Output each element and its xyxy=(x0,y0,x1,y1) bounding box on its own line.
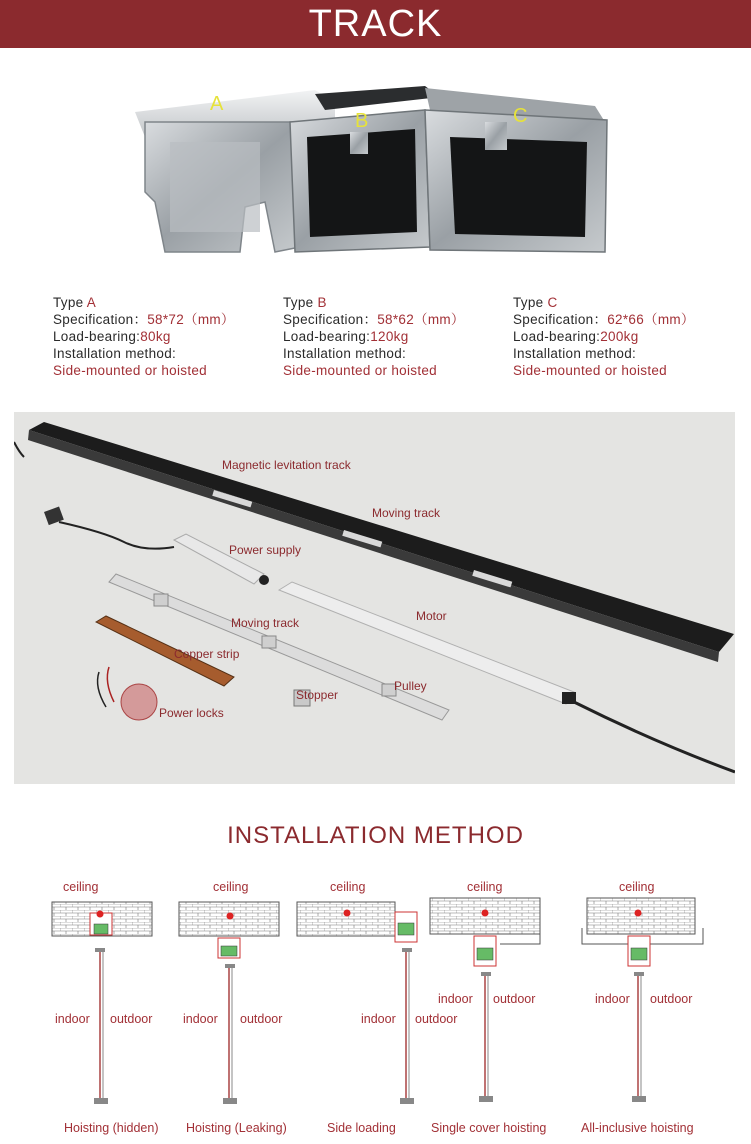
components-image xyxy=(14,412,735,784)
indoor-label-2: indoor xyxy=(183,1012,218,1026)
label-power-locks: Power locks xyxy=(159,706,224,720)
method-caption-3: Side loading xyxy=(327,1121,396,1135)
spec-value: 58*72（mm） xyxy=(147,312,235,327)
method-caption-1: Hoisting (hidden) xyxy=(64,1121,159,1135)
method-3-diagram xyxy=(297,902,417,1104)
indoor-label-1: indoor xyxy=(55,1012,90,1026)
install-label: Installation method: xyxy=(53,346,177,361)
header-banner xyxy=(0,0,751,48)
installation-methods xyxy=(0,868,751,1138)
load-label: Load-bearing: xyxy=(53,329,141,344)
outdoor-label-3: outdoor xyxy=(415,1012,458,1026)
label-moving-track-top: Moving track xyxy=(372,506,441,520)
ceiling-label-2: ceiling xyxy=(213,880,249,894)
ceiling-label-3: ceiling xyxy=(330,880,366,894)
type-label: Type xyxy=(513,295,548,310)
type-letter: A xyxy=(86,295,97,310)
outdoor-label-5: outdoor xyxy=(650,992,693,1006)
track-letter-b: B xyxy=(355,110,369,132)
method-caption-5: All-inclusive hoisting xyxy=(581,1121,694,1135)
load-label: Load-bearing: xyxy=(283,329,371,344)
indoor-label-3: indoor xyxy=(361,1012,396,1026)
ceiling-label-4: ceiling xyxy=(467,880,503,894)
type-letter: C xyxy=(547,295,558,310)
method-caption-4: Single cover hoisting xyxy=(431,1121,547,1135)
outdoor-label-2: outdoor xyxy=(240,1012,283,1026)
label-moving-track: Moving track xyxy=(231,616,300,630)
spec-type-c xyxy=(513,294,743,379)
spec-type-a xyxy=(53,294,283,379)
label-pulley: Pulley xyxy=(394,679,427,693)
load-label: Load-bearing: xyxy=(513,329,601,344)
indoor-label-5: indoor xyxy=(595,992,630,1006)
installation-title: INSTALLATION METHOD xyxy=(227,822,524,849)
install-label: Installation method: xyxy=(283,346,407,361)
track-letter-a: A xyxy=(210,93,224,115)
outdoor-label-1: outdoor xyxy=(110,1012,153,1026)
spec-value: 62*66（mm） xyxy=(607,312,695,327)
track-profiles-image xyxy=(125,82,625,267)
method-2-diagram xyxy=(179,902,279,1104)
track-letter-c: C xyxy=(513,105,528,127)
install-value: Side-mounted or hoisted xyxy=(513,363,667,378)
label-power-supply: Power supply xyxy=(229,543,302,557)
ceiling-label-1: ceiling xyxy=(63,880,99,894)
label-copper-strip: Copper strip xyxy=(174,647,240,661)
label-magnetic-track: Magnetic levitation track xyxy=(222,458,351,472)
spec-type-b xyxy=(283,294,513,379)
spec-value: 58*62（mm） xyxy=(377,312,465,327)
method-caption-2: Hoisting (Leaking) xyxy=(186,1121,287,1135)
type-label: Type xyxy=(283,295,318,310)
outdoor-label-4: outdoor xyxy=(493,992,536,1006)
install-label: Installation method: xyxy=(513,346,637,361)
type-letter: B xyxy=(317,295,327,310)
method-1-diagram xyxy=(52,902,152,1104)
load-value: 200kg xyxy=(600,329,639,344)
indoor-label-4: indoor xyxy=(438,992,473,1006)
type-label: Type xyxy=(53,295,87,310)
label-motor: Motor xyxy=(416,609,447,623)
load-value: 80kg xyxy=(140,329,171,344)
spec-label: Specification： xyxy=(53,312,148,327)
spec-label: Specification： xyxy=(513,312,608,327)
track-specs xyxy=(0,294,751,384)
ceiling-label-5: ceiling xyxy=(619,880,655,894)
label-stopper: Stopper xyxy=(296,688,339,702)
components-illustration xyxy=(14,412,735,784)
page-title: TRACK xyxy=(308,2,443,45)
install-value: Side-mounted or hoisted xyxy=(283,363,437,378)
install-value: Side-mounted or hoisted xyxy=(53,363,207,378)
installation-diagrams xyxy=(0,868,751,1118)
spec-label: Specification： xyxy=(283,312,378,327)
load-value: 120kg xyxy=(370,329,409,344)
